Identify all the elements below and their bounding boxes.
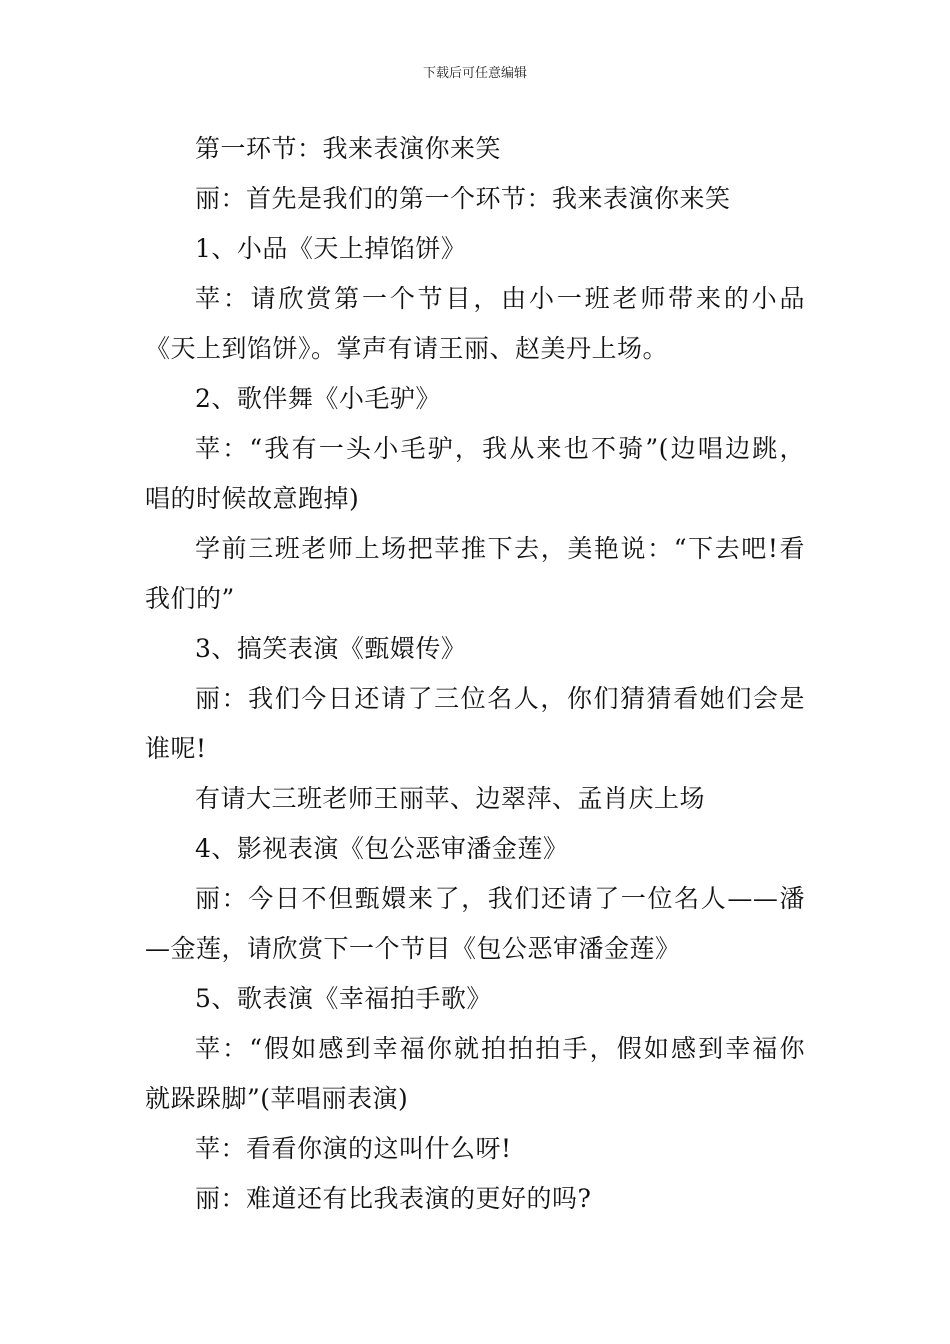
program-item: 1、小品《天上掉馅饼》 [195, 234, 467, 263]
program-item: 3、搞笑表演《甄嬛传》 [195, 634, 467, 663]
dialogue-line-continued: 《天上到馅饼》。掌声有请王丽、赵美丹上场。 [145, 334, 669, 363]
dialogue-line: 丽：今日不但甄嬛来了，我们还请了一位名人——潘 [195, 884, 805, 913]
dialogue-line: 苹：请欣赏第一个节目，由小一班老师带来的小品 [195, 284, 805, 313]
dialogue-line: 苹：“我有一头小毛驴，我从来也不骑”(边唱边跳， [195, 434, 805, 463]
narration-line-continued: 我们的” [145, 584, 235, 613]
dialogue-line: 苹：看看你演的这叫什么呀! [195, 1134, 512, 1163]
program-item: 5、歌表演《幸福拍手歌》 [195, 984, 492, 1013]
dialogue-line-continued: 谁呢! [145, 734, 207, 763]
page-header: 下载后可任意编辑 [422, 66, 527, 81]
dialogue-line-continued: 就跺跺脚”(苹唱丽表演) [145, 1084, 409, 1113]
program-item: 4、影视表演《包公恶审潘金莲》 [195, 834, 569, 863]
dialogue-line: 丽：难道还有比我表演的更好的吗? [195, 1184, 592, 1213]
dialogue-line-continued: —金莲，请欣赏下一个节目《包公恶审潘金莲》 [145, 934, 681, 963]
dialogue-line: 丽：我们今日还请了三位名人，你们猜猜看她们会是 [195, 684, 805, 713]
dialogue-line-continued: 唱的时候故意跑掉) [145, 484, 360, 513]
narration-line: 学前三班老师上场把苹推下去，美艳说：“下去吧!看 [195, 534, 805, 563]
section-heading: 第一环节：我来表演你来笑 [195, 134, 502, 163]
program-item: 2、歌伴舞《小毛驴》 [195, 384, 441, 413]
dialogue-line: 苹：“假如感到幸福你就拍拍拍手，假如感到幸福你 [195, 1034, 805, 1063]
dialogue-line: 丽：首先是我们的第一个环节：我来表演你来笑 [195, 184, 731, 213]
narration-line: 有请大三班老师王丽苹、边翠萍、孟肖庆上场 [195, 784, 706, 813]
document-body [145, 124, 805, 1224]
